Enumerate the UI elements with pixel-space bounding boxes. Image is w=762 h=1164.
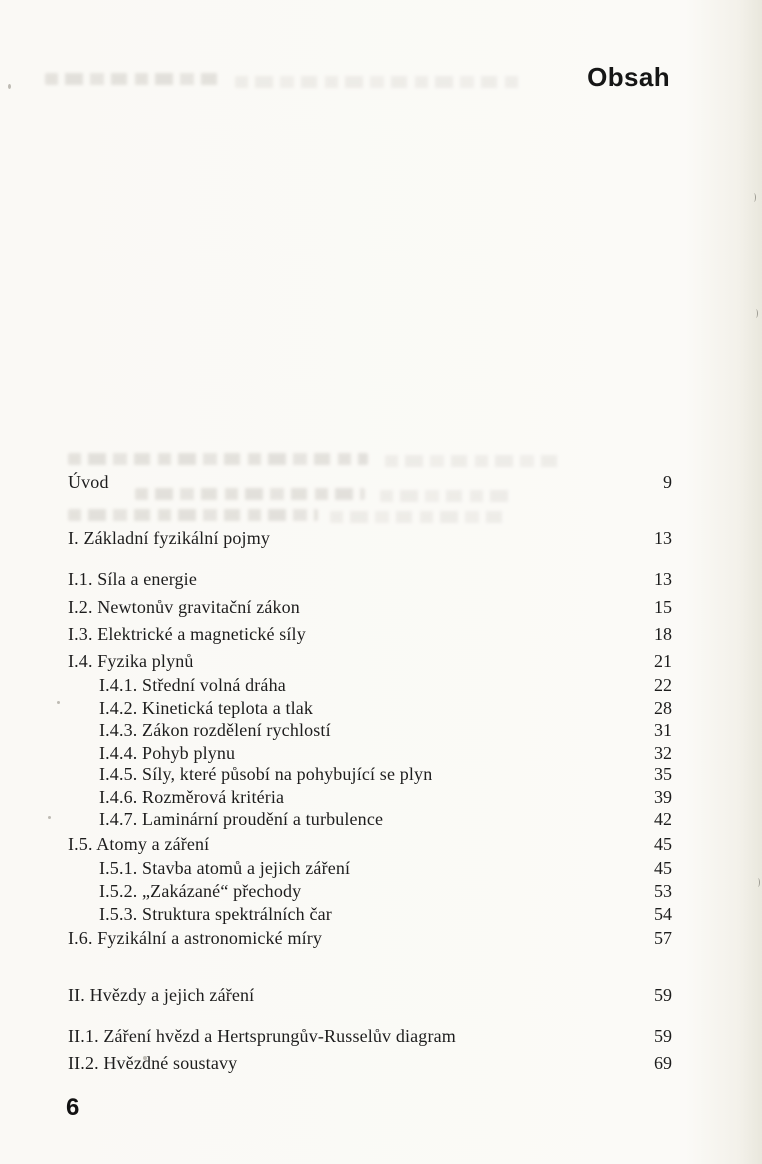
toc-entry xyxy=(68,527,672,549)
toc-entry-page: 21 xyxy=(654,651,672,671)
toc-entry xyxy=(68,697,672,719)
toc-entry-label: I. Základní fyzikální pojmy xyxy=(68,528,270,548)
toc-entry-label: I.3. Elektrické a magnetické síly xyxy=(68,624,306,644)
scan-speck xyxy=(48,816,51,819)
toc-entry-label: II. Hvězdy a jejich záření xyxy=(68,985,255,1005)
toc-entry-page: 39 xyxy=(654,787,672,807)
scan-speck xyxy=(8,84,11,89)
toc-entry-page: 22 xyxy=(654,675,672,695)
toc-entry xyxy=(68,857,672,879)
page-edge-mark xyxy=(752,193,756,202)
bleed-through-artifact xyxy=(68,509,318,521)
toc-entry xyxy=(68,984,672,1006)
toc-entry-label: I.4.3. Zákon rozdělení rychlostí xyxy=(99,720,331,740)
toc-entry xyxy=(68,786,672,808)
toc-entry-label: I.5.3. Struktura spektrálních čar xyxy=(99,904,332,924)
toc-entry-page: 54 xyxy=(654,904,672,924)
toc-entry-page: 57 xyxy=(654,928,672,948)
toc-entry-page: 35 xyxy=(654,764,672,784)
page-number: 6 xyxy=(66,1094,80,1121)
page-title: Obsah xyxy=(587,62,670,92)
toc-entry xyxy=(68,1025,672,1047)
toc-entry-page: 15 xyxy=(654,597,672,617)
toc-entry-page: 18 xyxy=(654,624,672,644)
bleed-through-artifact xyxy=(45,73,220,85)
toc-entry xyxy=(68,833,672,855)
toc-entry-page: 59 xyxy=(654,985,672,1005)
toc-entry-page: 13 xyxy=(654,569,672,589)
toc-entry-label: I.5.1. Stavba atomů a jejich záření xyxy=(99,858,351,878)
toc-entry-label: I.5. Atomy a záření xyxy=(68,834,210,854)
toc-entry-label: I.6. Fyzikální a astronomické míry xyxy=(68,928,323,948)
toc-entry-label: I.4.7. Laminární proudění a turbulence xyxy=(99,809,384,829)
toc-entry-page: 9 xyxy=(663,472,672,492)
toc-entry xyxy=(68,674,672,696)
toc-entry xyxy=(68,1052,672,1074)
toc-entry-page: 59 xyxy=(654,1026,672,1046)
scan-speck xyxy=(57,701,60,704)
toc-entry-page: 31 xyxy=(654,720,672,740)
toc-entry xyxy=(68,903,672,925)
toc-entry-label: I.2. Newtonův gravitační zákon xyxy=(68,597,300,617)
toc-entry-page: 13 xyxy=(654,528,672,548)
toc-entry xyxy=(68,596,672,618)
page-edge-mark xyxy=(756,878,760,887)
toc-entry-page: 42 xyxy=(654,809,672,829)
toc-entry-page: 28 xyxy=(654,698,672,718)
toc-entry-page: 69 xyxy=(654,1053,672,1073)
toc-entry xyxy=(68,568,672,590)
toc-entry-page: 45 xyxy=(654,834,672,854)
toc-entry-label: II.1. Záření hvězd a Hertsprungův-Russelův diagram xyxy=(68,1026,456,1046)
toc-entry xyxy=(68,808,672,830)
page-edge-mark xyxy=(754,309,758,318)
bleed-through-artifact xyxy=(235,76,525,88)
toc-entry-label: I.5.2. „Zakázané“ přechody xyxy=(99,881,302,901)
toc-entry xyxy=(68,719,672,741)
toc-entry xyxy=(68,880,672,902)
toc-entry-page: 32 xyxy=(654,743,672,763)
toc-entry-label: II.2. Hvězdné soustavy xyxy=(68,1053,238,1073)
toc-entry-label: I.1. Síla a energie xyxy=(68,569,197,589)
toc-entry xyxy=(68,742,672,764)
toc-entry-label: I.4.5. Síly, které působí na pohybující se plyn xyxy=(99,764,433,784)
toc-entry-label: Úvod xyxy=(68,472,109,492)
toc-entry xyxy=(68,927,672,949)
toc-entry-label: I.4.6. Rozměrová kritéria xyxy=(99,787,285,807)
toc-entry xyxy=(68,471,672,493)
toc-entry-label: I.4. Fyzika plynů xyxy=(68,651,194,671)
toc-entry-label: I.4.4. Pohyb plynu xyxy=(99,743,236,763)
toc-entry-page: 53 xyxy=(654,881,672,901)
toc-entry-page: 45 xyxy=(654,858,672,878)
toc-entry-label: I.4.1. Střední volná dráha xyxy=(99,675,286,695)
bleed-through-artifact xyxy=(385,455,560,467)
toc-entry xyxy=(68,650,672,672)
toc-entry xyxy=(68,763,672,785)
bleed-through-artifact xyxy=(68,453,368,465)
toc-entry xyxy=(68,623,672,645)
toc-entry-label: I.4.2. Kinetická teplota a tlak xyxy=(99,698,314,718)
bleed-through-artifact xyxy=(330,511,510,523)
